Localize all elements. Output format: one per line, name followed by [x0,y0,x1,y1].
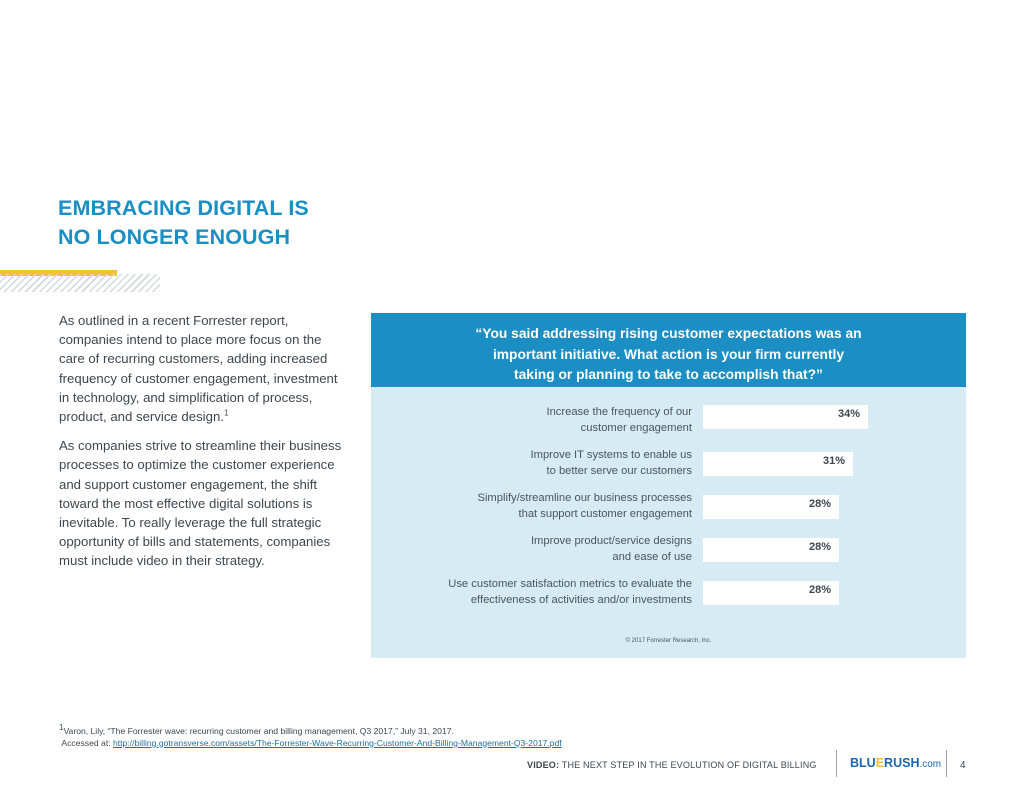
bar [703,538,839,562]
bar [703,581,839,605]
footer-divider [946,750,947,777]
bar [703,405,868,429]
footnote: $^1$Varon, Lily, “The Forrester wave: recurring customer and billing management, Q3 2017,” July 31, 2017. Accessed at: http://billing.gotransverse.com/assets/The-Forrester-Wave-Recurring-Customer-And-Billing-Management-Q3-2017.pdf [59,723,562,748]
title-line-2: NO LONGER ENOUGH [58,225,291,249]
bar-row [371,448,966,488]
footer-label: VIDEO: THE NEXT STEP IN THE EVOLUTION OF DIGITAL BILLING [527,760,817,770]
footnote-link[interactable]: http://billing.gotransverse.com/assets/The-Forrester-Wave-Recurring-Customer-And-Billing-Management-Q3-2017.pdf [112,737,562,748]
bar-row [371,577,966,617]
bar-value-label: 34% [837,408,860,420]
title-line-1: EMBRACING DIGITAL IS [58,196,309,220]
bar-category-label: Improve IT systems to enable us to better serve our customers [530,449,692,477]
bar-value-label: 28% [808,541,831,553]
bar [703,495,839,519]
bar-row [371,405,966,445]
bar [703,452,853,476]
page-number: 4 [960,760,966,771]
footer-divider [836,750,837,777]
hatch-pattern [0,274,160,292]
bar-category-label: Improve product/service designs and ease of use [530,535,692,563]
bar-value-label: 28% [808,584,831,596]
bluerush-logo: BLUERUSH.com [850,756,942,770]
bar-value-label: 28% [808,498,831,510]
bar-category-label: Use customer satisfaction metrics to evaluate the effectiveness of activities and/or investments [448,578,692,606]
chart-title: “You said addressing rising customer expectations was an important initiative. What action is your firm currently taking or planning to take to accomplish that?” [475,326,862,382]
body-paragraph-1: As outlined in a recent Forrester report, companies intend to place more focus on the care of recurring customers, adding increased frequency of customer engagement, investment in technology, and simplification of process, product, and service design.$^1$ [59,313,338,425]
bar-category-label: Simplify/streamline our business processes that support customer engagement [477,492,692,520]
bar-value-label: 31% [822,455,845,467]
footnote-ref: 1 [223,408,229,418]
body-paragraph-2: As companies strive to streamline their business processes to optimize the customer experience and support customer engagement, the shift toward the most effective digital solutions is inevitable. To really leverage the full strategic opportunity of bills and statements, companies must include video in their strategy. [59,438,342,569]
bar-category-label: Increase the frequency of our customer engagement [546,406,692,434]
body-text [59,311,349,581]
chart-header [371,313,966,387]
chart-panel [371,313,966,658]
chart-source: © 2017 Forrester Research, Inc. [625,638,712,644]
bar-row [371,491,966,531]
bar-row [371,534,966,574]
page-title [58,194,309,252]
